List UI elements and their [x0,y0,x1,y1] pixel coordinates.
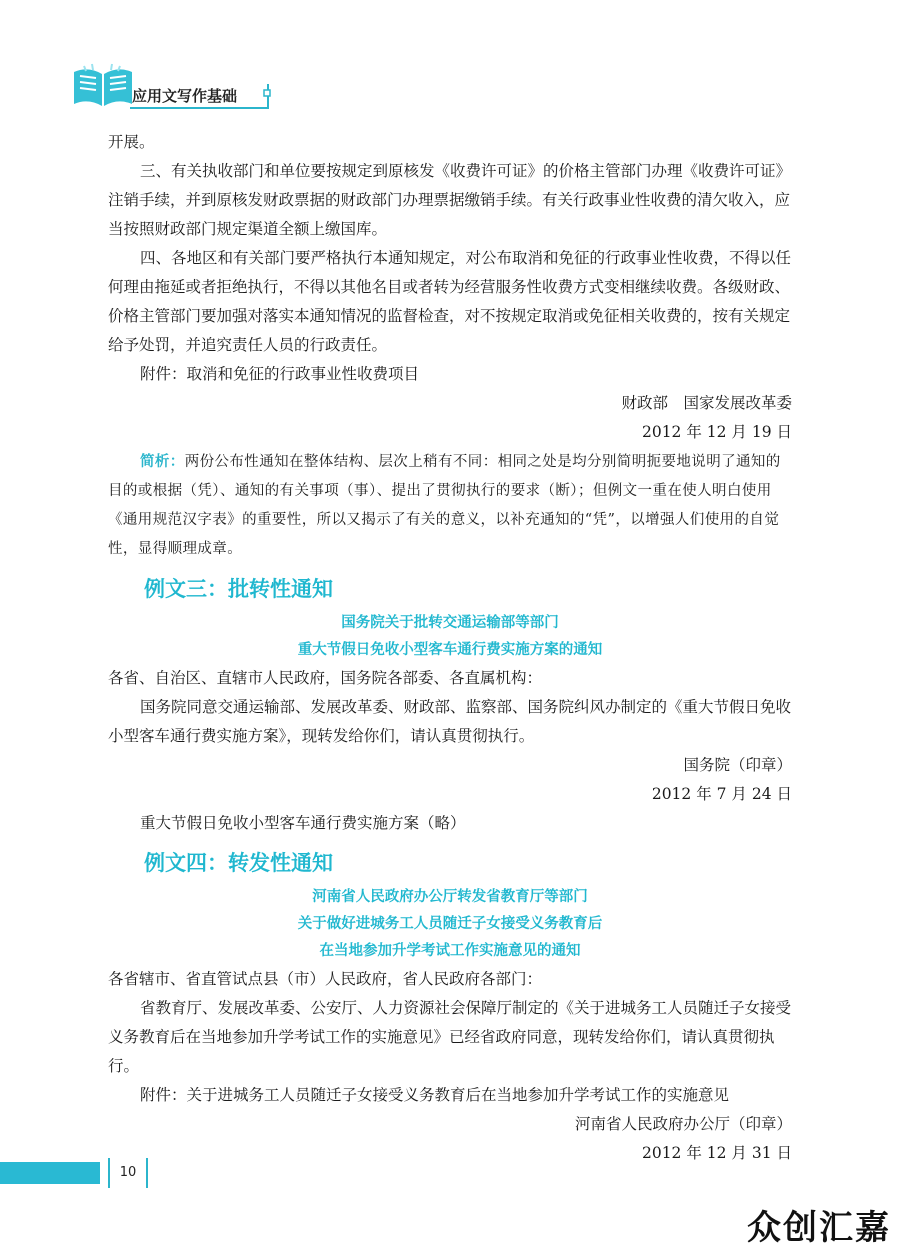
example4-title-line3: 在当地参加升学考试工作实施意见的通知 [319,943,581,959]
example4-title-line1: 河南省人民政府办公厅转发省教育厅等部门 [312,889,588,905]
example4-heading: 例文四：转发性通知 [144,851,333,875]
watermark: 众创汇嘉 [747,1208,891,1248]
example4-date: 2012 年 12 月 31 日 [641,1144,792,1162]
date: 2012 年 12 月 19 日 [641,423,792,441]
footer-bar [0,1162,100,1184]
example4-body: 省教育厅、发展改革委、公安厅、人力资源社会保障厅制定的《关于进城务工人员随迁子女接受义务教育后在当地参加升学考试工作的实施意见》已经省政府同意，现转发给你们，请认真贯彻执行。 [108,999,792,1075]
example3-salutation: 各省、自治区、直辖市人民政府，国务院各部委、各直属机构： [108,669,543,687]
analysis-text: 两份公布性通知在整体结构、层次上稍有不同：相同之处是均分别简明扼要地说明了通知的目的或根据（凭）、通知的有关事项（事）、提出了贯彻执行的要求（断）；但例文一重在使人明白使用《通用规范汉字表》的重要性，所以又揭示了有关的意义，以补充通知的“凭”，以增强人们使用的自觉性，显得顺理成章。 [108,454,781,557]
example4-title-line2: 关于做好进城务工人员随迁子女接受义务教育后 [297,916,603,932]
paragraph-item-4: 四、各地区和有关部门要严格执行本通知规定，对公布取消和免征的行政事业性收费，不得以任何理由拖延或者拒绝执行，不得以其他名目或者转为经营服务性收费方式变相继续收费。各级财政、价格主管部门要加强对落实本通知情况的监督检查，对不按规定取消或免征相关收费的，按有关规定给予处罚，并追究责任人员的行政责任。 [108,249,792,354]
paragraph-continuation: 开展。 [108,133,155,151]
header-title: 应用文写作基础 [132,87,238,105]
running-header [72,62,282,110]
example3-body: 国务院同意交通运输部、发展改革委、财政部、监察部、国务院纠风办制定的《重大节假日免收小型客车通行费实施方案》，现转发给你们，请认真贯彻执行。 [108,698,792,745]
page-content [108,128,792,1168]
page-number: 10 [119,1165,137,1180]
footer-divider-left [108,1158,110,1188]
example4-salutation: 各省辖市、省直管试点县（市）人民政府，省人民政府各部门： [108,970,543,988]
example3-attachment: 重大节假日免收小型客车通行费实施方案（略） [140,814,466,832]
analysis-label: 简析： [140,453,185,470]
analysis-note [108,447,792,564]
example3-title-line1: 国务院关于批转交通运输部等部门 [341,615,559,631]
example4-attachment: 附件：关于进城务工人员随迁子女接受义务教育后在当地参加升学考试工作的实施意见 [140,1086,730,1104]
example3-signer: 国务院（印章） [683,756,792,774]
paragraph-item-3: 三、有关执收部门和单位要按规定到原核发《收费许可证》的价格主管部门办理《收费许可证》注销手续，并到原核发财政票据的财政部门办理票据缴销手续。有关行政事业性收费的清欠收入，应当按照财政部门规定渠道全额上缴国库。 [108,162,792,238]
example4-signer: 河南省人民政府办公厅（印章） [574,1115,792,1133]
attachment-line: 附件：取消和免征的行政事业性收费项目 [140,365,420,383]
footer-divider-right [146,1158,148,1188]
example3-date: 2012 年 7 月 24 日 [651,785,792,803]
header-underline [72,62,282,110]
example3-heading: 例文三：批转性通知 [144,577,333,601]
signer: 财政部 国家发展改革委 [621,394,792,412]
example3-title-line2: 重大节假日免收小型客车通行费实施方案的通知 [297,642,603,658]
